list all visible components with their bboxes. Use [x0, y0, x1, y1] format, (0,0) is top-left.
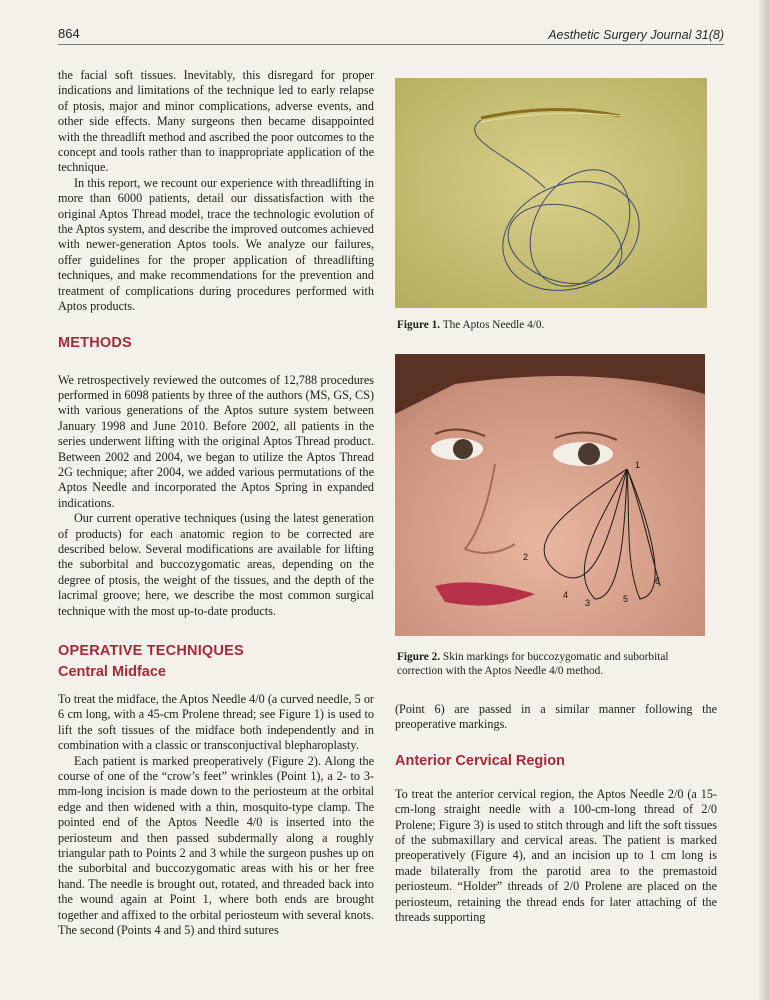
aptos-needle-photo — [395, 78, 707, 308]
figure-1-label: Figure 1. — [397, 319, 441, 331]
point-label-1: 1 — [635, 460, 641, 470]
face-markings-photo — [395, 354, 705, 636]
point-label-2: 2 — [523, 552, 529, 562]
left-column — [58, 68, 374, 939]
figure-2-text: Skin markings for buccozygomatic and suborbital correction with the Aptos Needle 4/0 method. — [397, 651, 669, 677]
continuation-paragraph: (Point 6) are passed in a similar manner following the preoperative markings. — [395, 702, 717, 732]
central-midface-paragraph-2: Each patient is marked preoperatively (Figure 2). Along the course of one of the “crow’s feet” wrinkles (Point 1), a 2- to 3-mm-long incision is made down to the periosteum at the orbital edge and then widened with a thin, mosquito-type clamp. The pointed end of the Aptos Needle 4/0 is inserted into the periosteum and then passed subdermally along a roughly triangular path to Points 2 and 3 while the surgeon pushes up on the suborbital and buccozygomatic areas with his or her free hand. The needle is brought out, rotated, and threaded back into the wound again at Point 1, where both ends are brought together and affixed to the orbital periosteum with several knots. The second (Points 4 and 5) and third sutures — [58, 753, 374, 938]
figure-1-image — [395, 78, 707, 308]
header-rule — [58, 44, 724, 45]
page-header — [58, 26, 724, 46]
figure-2-caption — [397, 650, 707, 678]
point-label-4: 4 — [563, 590, 569, 600]
point-label-6: 6 — [655, 576, 661, 586]
operative-techniques-heading: OPERATIVE TECHNIQUES — [58, 643, 244, 659]
figure-1-caption — [397, 318, 717, 332]
methods-paragraph-2: Our current operative techniques (using the latest generation of products) for each anatomic region to be corrected are described below. Several modifications are available for lifting the suborbital and buccozygomatic areas, depending on the degree of ptosis, the weight of the tissues, and the depth of the lacrimal groove; here, we describe the most common surgical technique with the most up-to-date products. — [58, 511, 374, 618]
central-midface-paragraph-1: To treat the midface, the Aptos Needle 4/0 (a curved needle, 5 or 6 cm long, with a 45-cm Prolene thread; see Figure 1) is used to lift the soft tissues of the midface both independently and in combination with a classic or transconjuctival blepharoplasty. — [58, 692, 374, 753]
anterior-cervical-heading: Anterior Cervical Region — [395, 752, 566, 769]
figure-2-label: Figure 2. — [397, 651, 441, 663]
page-number: 864 — [58, 26, 80, 41]
point-label-5: 5 — [623, 594, 629, 604]
journal-title: Aesthetic Surgery Journal 31(8) — [548, 28, 724, 42]
intro-paragraph-2: In this report, we recount our experience with threadlifting in more than 6000 patients, detail our dissatisfaction with the original Aptos Thread model, trace the technologic evolution of the Aptos system, and describe the improved outcomes achieved with newer-generation Aptos tools. We analyze our failures, offer guidelines for the proper application of threadlifting techniques, and make recommendations for the prevention and treatment of complications during procedures performed with Aptos products. — [58, 175, 374, 314]
point-label-3: 3 — [585, 598, 591, 608]
right-column — [395, 68, 717, 925]
intro-paragraph-1: the facial soft tissues. Inevitably, this disregard for proper indications and limitations of the technique led to early relapse of ptosis, major and minor complications, adverse events, and other side effects. Many surgeons then became disappointed with the threadlift method and ascribed the poor outcomes to the concept and tools rather than to inappropriate application of the technique. — [58, 68, 374, 175]
page-edge-shadow — [757, 0, 769, 1000]
figure-2-image — [395, 354, 705, 636]
methods-paragraph-1: We retrospectively reviewed the outcomes of 12,788 procedures performed in 6098 patients by three of the authors (MS, GS, CS) with various generations of the Aptos suture system between January 1998 and June 2010. Before 2002, all patients in the series underwent lifting with the original Aptos Thread product. Between 2002 and 2004, we began to utilize the Aptos Thread 2G technique; after 2004, we added various permutations of the Aptos Needle and incorporated the Aptos Spring in expanded indications. — [58, 372, 374, 510]
anterior-cervical-paragraph: To treat the anterior cervical region, the Aptos Needle 2/0 (a 15-cm-long straight needle with a 100-cm-long thread of 2/0 Prolene; Figure 3) is used to stitch through and lift the soft tissues of the submaxillary and cervical areas. The patient is marked preoperatively (Figure 4), and an incision up to 1 cm long is made bilaterally from the parotid area to the premastoid periosteum. “Holder” threads of 2/0 Prolene are placed on the periosteum, retaining the thread ends for later attaching of the threads supporting — [395, 786, 717, 925]
figure-1-text: The Aptos Needle 4/0. — [442, 319, 545, 331]
central-midface-heading: Central Midface — [58, 664, 166, 680]
methods-heading: METHODS — [58, 334, 132, 351]
